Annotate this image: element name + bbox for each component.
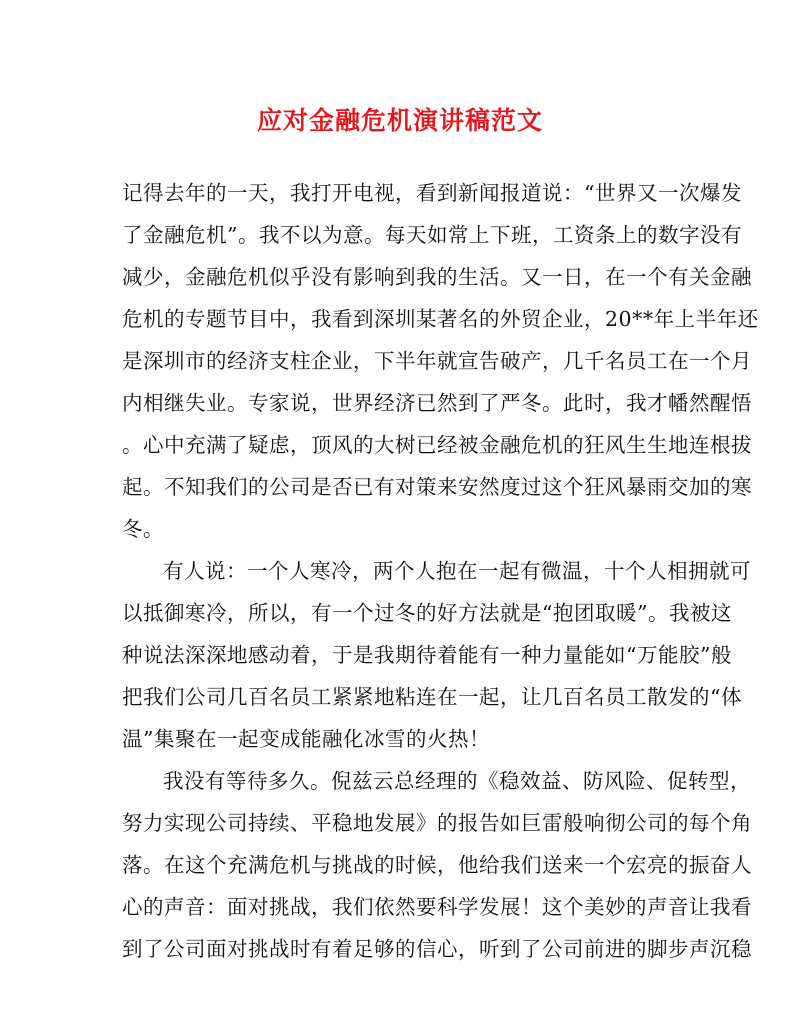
text-line: 以抵御寒冷，所以，有一个过冬的好方法就是“抱团取暖”。我被这 — [122, 601, 732, 625]
text-line: 记得去年的一天，我打开电视，看到新闻报道说：“世界又一次爆发 — [122, 181, 742, 205]
paragraph-first-line: 有人说：一个人寒冷，两个人抱在一起有微温，十个人相拥就可 — [163, 559, 751, 583]
text-line: 冬。 — [122, 517, 164, 541]
document-title: 应对金融危机演讲稿范文 — [256, 106, 543, 135]
text-line: 是深圳市的经济支柱企业，下半年就宣告破产，几千名员工在一个月 — [122, 349, 752, 373]
text-line: 温”集聚在一起变成能融化冰雪的火热！ — [122, 727, 490, 751]
text-line: 努力实现公司持续、平稳地发展》的报告如巨雷般响彻公司的每个角 — [122, 811, 752, 835]
text-line: 减少，金融危机似乎没有影响到我的生活。又一日，在一个有关金融 — [122, 265, 752, 289]
text-line: 内相继失业。专家说，世界经济已然到了严冬。此时，我才幡然醒悟 — [122, 391, 752, 415]
text-line: 危机的专题节目中，我看到深圳某著名的外贸企业，20**年上半年还 — [122, 307, 759, 331]
text-line: 种说法深深地感动着，于是我期待着能有一种力量能如“万能胶”般 — [122, 643, 732, 667]
text-line: 把我们公司几百名员工紧紧地粘连在一起，让几百名员工散发的“体 — [122, 685, 742, 709]
document-body — [122, 172, 759, 970]
text-line: 心的声音：面对挑战，我们依然要科学发展！这个美妙的声音让我看 — [122, 895, 752, 919]
text-line: 到了公司面对挑战时有着足够的信心，听到了公司前进的脚步声沉稳 — [122, 937, 752, 961]
text-line: 。心中充满了疑虑，顶风的大树已经被金融危机的狂风生生地连根拔 — [122, 433, 752, 457]
text-line: 落。在这个充满危机与挑战的时候，他给我们送来一个宏亮的振奋人 — [122, 853, 752, 877]
paragraph-first-line: 我没有等待多久。倪兹云总经理的《稳效益、防风险、促转型， — [163, 769, 751, 793]
text-line: 了金融危机”。我不以为意。每天如常上下班，工资条上的数字没有 — [122, 223, 742, 247]
text-line: 起。不知我们的公司是否已有对策来安然度过这个狂风暴雨交加的寒 — [122, 475, 752, 499]
